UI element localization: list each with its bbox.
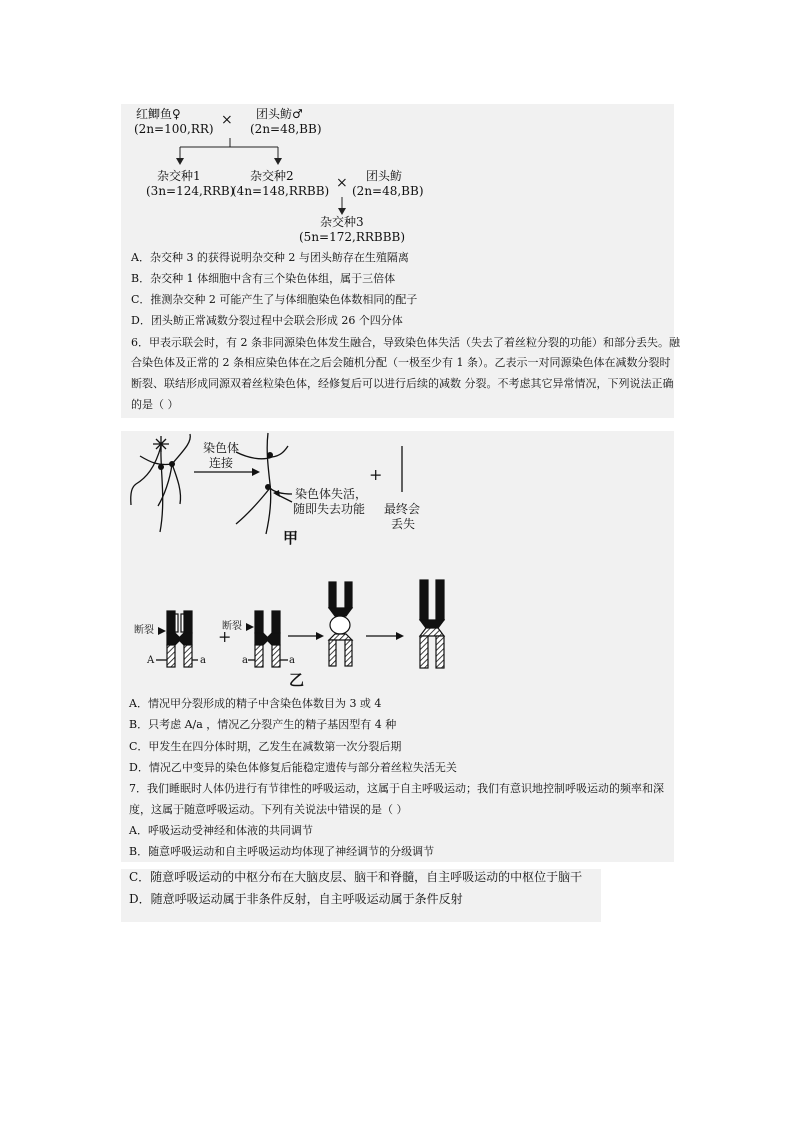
jia-label-connect-2: 连接	[209, 456, 234, 470]
hybrid3-name: 杂交种3	[320, 215, 364, 229]
cross-sign-2: ×	[336, 175, 348, 191]
q6-option-a: A．情况甲分裂形成的精子中含染色体数目为 3 或 4	[129, 697, 382, 710]
q5-option-a: A．杂交种 3 的获得说明杂交种 2 与团头鲂存在生殖隔离	[131, 251, 409, 264]
parent-male-formula: (2n=48,BB)	[250, 122, 322, 136]
yi-label-break-1: 断裂	[134, 625, 154, 636]
jia-label-lost-1: 最终会	[384, 502, 421, 516]
q6-stem-line-3: 断裂、联结形成同源双着丝粒染色体，经修复后可以进行后续的减数 分裂。不考虑其它异常情况，下列说法正确	[131, 377, 674, 390]
hybrid1-formula: (3n=124,RRB)	[146, 184, 235, 198]
q6-stem-line-1: 6．甲表示联会时，有 2 条非同源染色体发生融合，导致染色体失活（失去了着丝粒分裂的功能）和部分丢失。融	[131, 336, 680, 349]
hybrid1-name: 杂交种1	[157, 169, 201, 183]
parent3-name: 团头鲂	[366, 169, 403, 183]
cross-sign-1: ×	[221, 112, 233, 128]
parent-female-name: 红鲫鱼♀	[136, 107, 181, 121]
yi-caption: 乙	[289, 671, 305, 689]
hybrid3-formula: (5n=172,RRBBB)	[299, 230, 406, 244]
jia-label-lost-2: 丢失	[391, 517, 416, 531]
q6-option-b: B．只考虑 A/a ，情况乙分裂产生的精子基因型有 4 种	[129, 718, 397, 731]
q7-stem-line-1: 7．我们睡眠时人体仍进行有节律性的呼吸运动，这属于自主呼吸运动；我们有意识地控制呼吸运动的频率和深	[129, 782, 664, 795]
q5-option-d: D．团头鲂正常减数分裂过程中会联会形成 26 个四分体	[131, 314, 403, 327]
jia-plus: +	[369, 465, 383, 484]
q6-stem-line-4: 的是（ ）	[131, 398, 179, 411]
parent-female-formula: (2n=100,RR)	[134, 122, 214, 136]
hybrid2-name: 杂交种2	[250, 169, 294, 183]
jia-label-connect-1: 染色体	[203, 441, 240, 455]
q6-stem-line-2: 合染色体及正常的 2 条相应染色体在之后会随机分配（一极至少有 1 条）。乙表示一对同源染色体在减数分裂时	[131, 356, 671, 369]
q7-option-d: D．随意呼吸运动属于非条件反射，自主呼吸运动属于条件反射	[129, 892, 463, 906]
yi-plus: +	[218, 627, 232, 646]
q7-option-a: A．呼吸运动受神经和体液的共同调节	[129, 824, 313, 837]
jia-caption: 甲	[283, 529, 299, 547]
yi-allele-a-3: a	[289, 655, 295, 666]
yi-label-break-2: 断裂	[222, 621, 242, 632]
jia-label-inactive-1: 染色体失活，	[295, 487, 368, 501]
parent3-formula: (2n=48,BB)	[352, 184, 424, 198]
yi-allele-a-1: a	[200, 655, 206, 666]
q7-option-b: B．随意呼吸运动和自主呼吸运动均体现了神经调节的分级调节	[129, 845, 435, 858]
yi-allele-A: A	[147, 655, 155, 666]
parent-male-name: 团头鲂♂	[256, 107, 303, 121]
q7-option-c: C．随意呼吸运动的中枢分布在大脑皮层、脑干和脊髓，自主呼吸运动的中枢位于脑干	[129, 870, 583, 884]
q6-option-d: D．情况乙中变异的染色体修复后能稳定遗传与部分着丝粒失活无关	[129, 761, 457, 774]
q6-option-c: C．甲发生在四分体时期，乙发生在减数第一次分裂后期	[129, 740, 402, 753]
q5-option-b: B．杂交种 1 体细胞中含有三个染色体组，属于三倍体	[131, 272, 396, 285]
q7-stem-line-2: 度，这属于随意呼吸运动。下列有关说法中错误的是（ ）	[129, 803, 408, 816]
yi-allele-a-2: a	[242, 655, 248, 666]
jia-label-inactive-2: 随即失去功能	[293, 502, 366, 516]
q5-option-c: C．推测杂交种 2 可能产生了与体细胞染色体数相同的配子	[131, 293, 418, 306]
hybrid2-formula: (4n=148,RRBB)	[232, 184, 330, 198]
